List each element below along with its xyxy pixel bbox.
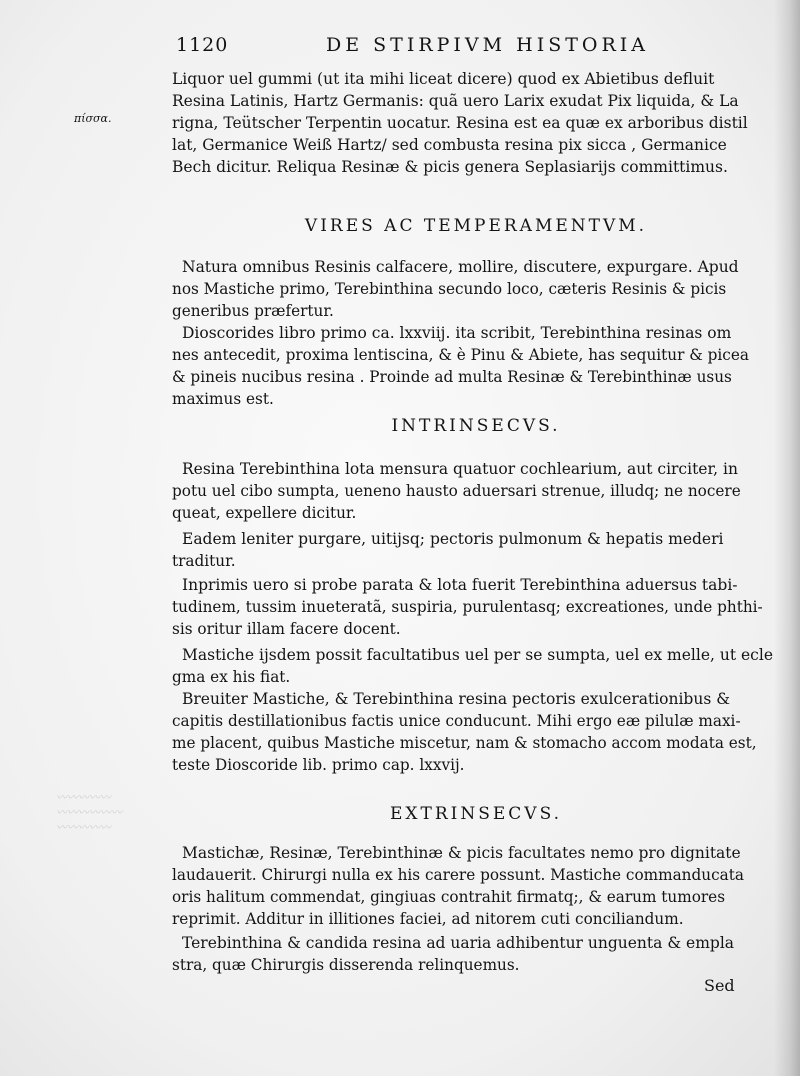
running-title: DE STIRPIVM HISTORIA: [326, 34, 650, 56]
paragraph-mastiche: [172, 644, 790, 688]
paragraph-dioscorides: [172, 322, 790, 410]
paragraph-mastichae: [172, 842, 790, 930]
text-line: rigna, Teütscher Terpentin uocatur. Resina est ea quæ ex arboribus distil: [172, 114, 748, 132]
text-line: oris halitum commendat, gingiuas contrahit firmatq;, & earum tumores: [172, 888, 726, 906]
text-line: queat, expellere dicitur.: [172, 504, 357, 522]
paragraph-intro: [172, 68, 780, 178]
bleed-through-mark: 〰〰〰〰〰 〰〰〰〰〰〰 〰〰〰〰〰: [56, 791, 122, 834]
text-line: capitis destillationibus factis unice conducunt. Mihi ergo eæ pilulæ maxi-: [172, 712, 741, 730]
section-heading-intrinsecus: INTRINSECVS.: [391, 416, 561, 436]
text-line: nos Mastiche primo, Terebinthina secundo loco, cæteris Resinis & picis: [172, 280, 727, 298]
text-line: stra, quæ Chirurgis disserenda relinquemus.: [172, 956, 520, 974]
paragraph-terebinthina-candida: [172, 932, 790, 976]
text-line: gma ex his fiat.: [172, 668, 291, 686]
text-line: Resina Latinis, Hartz Germanis: quã uero Larix exudat Pix liquida, & La: [172, 92, 739, 110]
text-line: reprimit. Additur in illitiones faciei, ad nitorem cuti conciliandum.: [172, 910, 684, 928]
margin-note: πίσσα.: [74, 112, 112, 125]
paragraph-natura: [172, 256, 790, 322]
text-line: Mastichæ, Resinæ, Terebinthinæ & picis facultates nemo pro dignitate: [182, 844, 741, 862]
text-line: Resina Terebinthina lota mensura quatuor cochlearium, aut circiter, in: [182, 460, 738, 478]
catchword: Sed: [704, 976, 735, 995]
text-line: teste Dioscoride lib. primo cap. lxxvij.: [172, 756, 465, 774]
page-header: [176, 34, 650, 60]
text-line: Breuiter Mastiche, & Terebinthina resina pectoris exulcerationibus &: [182, 690, 731, 708]
text-line: potu uel cibo sumpta, ueneno hausto aduersari strenue, illudq; ne nocere: [172, 482, 741, 500]
text-line: generibus præfertur.: [172, 302, 334, 320]
paragraph-eadem: [172, 528, 790, 572]
text-line: lat, Germanice Weiß Hartz/ sed combusta resina pix sicca , Germanice: [172, 136, 727, 154]
text-line: Natura omnibus Resinis calfacere, mollire, discutere, expurgare. Apud: [182, 258, 739, 276]
text-line: tudinem, tussim inueteratã, suspiria, purulentasq; excreationes, unde phthi-: [172, 598, 763, 616]
text-line: Mastiche ijsdem possit facultatibus uel per se sumpta, uel ex melle, ut ecle: [182, 646, 773, 664]
text-line: Dioscorides libro primo ca. lxxviij. ita scribit, Terebinthina resinas om: [182, 324, 732, 342]
text-line: sis oritur illam facere docent.: [172, 620, 401, 638]
paragraph-inprimis: [172, 574, 790, 640]
text-line: maximus est.: [172, 390, 274, 408]
section-heading-extrinsecus: EXTRINSECVS.: [389, 804, 563, 824]
text-line: Liquor uel gummi (ut ita mihi liceat dicere) quod ex Abietibus defluit: [172, 70, 715, 88]
paragraph-breuiter: [172, 688, 790, 776]
text-line: me placent, quibus Mastiche miscetur, nam & stomacho accom modata est,: [172, 734, 757, 752]
text-line: laudauerit. Chirurgi nulla ex his carere possunt. Mastiche commanducata: [172, 866, 744, 884]
text-line: & pineis nucibus resina . Proinde ad multa Resinæ & Terebinthinæ usus: [172, 368, 732, 386]
paragraph-resina-terebinthina: [172, 458, 790, 524]
text-line: Inprimis uero si probe parata & lota fuerit Terebinthina aduersus tabi-: [182, 576, 738, 594]
text-line: Eadem leniter purgare, uitijsq; pectoris pulmonum & hepatis mederi: [182, 530, 724, 548]
section-heading-vires: VIRES AC TEMPERAMENTVM.: [304, 216, 648, 236]
text-line: traditur.: [172, 552, 236, 570]
page-number: 1120: [176, 34, 229, 56]
text-line: Bech dicitur. Reliqua Resinæ & picis genera Seplasiarijs committimus.: [172, 158, 728, 176]
text-line: Terebinthina & candida resina ad uaria adhibentur unguenta & empla: [182, 934, 735, 952]
text-line: nes antecedit, proxima lentiscina, & è Pinu & Abiete, has sequitur & picea: [172, 346, 749, 364]
